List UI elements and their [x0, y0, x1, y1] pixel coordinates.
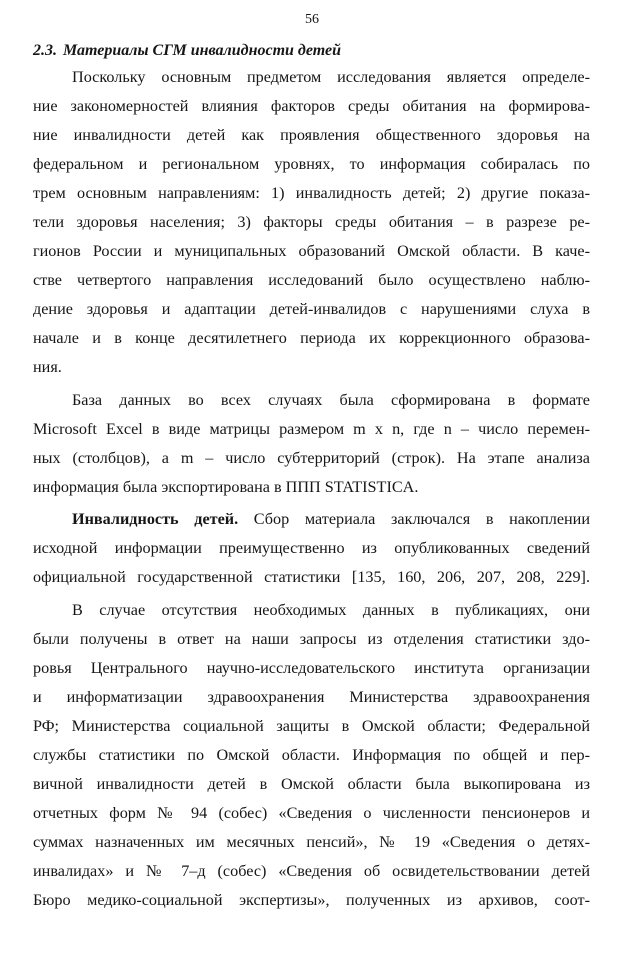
text-line: начале и в конце десятилетнего периода их коррекционного образова- — [33, 329, 590, 347]
text-line: ровья Центрального научно-исследовательского института организации — [33, 659, 590, 677]
text-line: гионов России и муниципальных образований Омской области. В каче- — [33, 242, 590, 260]
text-line-rest: Сбор материала заключался в накоплении — [253, 510, 590, 528]
section-heading — [33, 42, 341, 60]
page-number: 56 — [305, 12, 319, 27]
text-line: База данных во всех случаях была сформирована в формате — [72, 391, 590, 409]
text-line: ние закономерностей влияния факторов среды обитания на формирова- — [33, 97, 590, 115]
text-line: трем основным направлениям: 1) инвалидность детей; 2) другие показа- — [33, 184, 590, 202]
text-line: Бюро медико-социальной экспертизы», полученных из архивов, соот- — [33, 891, 590, 909]
text-line: суммах назначенных им месячных пенсий», № 19 «Сведения о детях- — [33, 833, 590, 851]
text-line — [72, 508, 590, 530]
text-line: и информатизации здравоохранения Министерства здравоохранения — [33, 688, 590, 706]
text-line: В случае отсутствия необходимых данных в публикациях, они — [72, 601, 590, 619]
text-line: ния. — [33, 358, 62, 376]
text-line: службы статистики по Омской области. Информация по общей и пер- — [33, 746, 590, 764]
text-line: федеральном и региональном уровнях, то информация собиралась по — [33, 155, 590, 173]
text-line: исходной информации преимущественно из опубликованных сведений — [33, 539, 590, 557]
text-line: тели здоровья населения; 3) факторы среды обитания – в разрезе ре- — [33, 213, 590, 231]
text-line: РФ; Министерства социальной защиты в Омской области; Федеральной — [33, 717, 590, 735]
text-line: дение здоровья и адаптации детей-инвалидов с нарушениями слуха в — [33, 300, 590, 318]
section-number: 2.3. — [33, 42, 57, 59]
paragraph-lead-in: Инвалидность детей. — [72, 510, 239, 528]
text-line: стве четвертого направления исследований было осуществлено наблю- — [33, 271, 590, 289]
text-line: вичной инвалидности детей в Омской области была выкопирована из — [33, 775, 590, 793]
text-line: Поскольку основным предметом исследования является определе- — [72, 68, 590, 86]
text-line: Microsoft Excel в виде матрицы размером m x n, где n – число перемен- — [33, 420, 590, 438]
text-line: ние инвалидности детей как проявления общественного здоровья на — [33, 126, 590, 144]
text-line: отчетных форм № 94 (собес) «Сведения о численности пенсионеров и — [33, 804, 590, 822]
text-line: информация была экспортирована в ППП STATISTICA. — [33, 478, 419, 496]
text-line: ных (столбцов), а m – число субтерриторий (строк). На этапе анализа — [33, 449, 590, 467]
section-title: Материалы СГМ инвалидности детей — [63, 42, 341, 59]
text-line: официальной государственной статистики [135, 160, 206, 207, 208, 229]. — [33, 568, 590, 586]
text-line: были получены в ответ на наши запросы из отделения статистики здо- — [33, 630, 590, 648]
text-line: инвалидах» и № 7–д (собес) «Сведения об освидетельствовании детей — [33, 862, 590, 880]
